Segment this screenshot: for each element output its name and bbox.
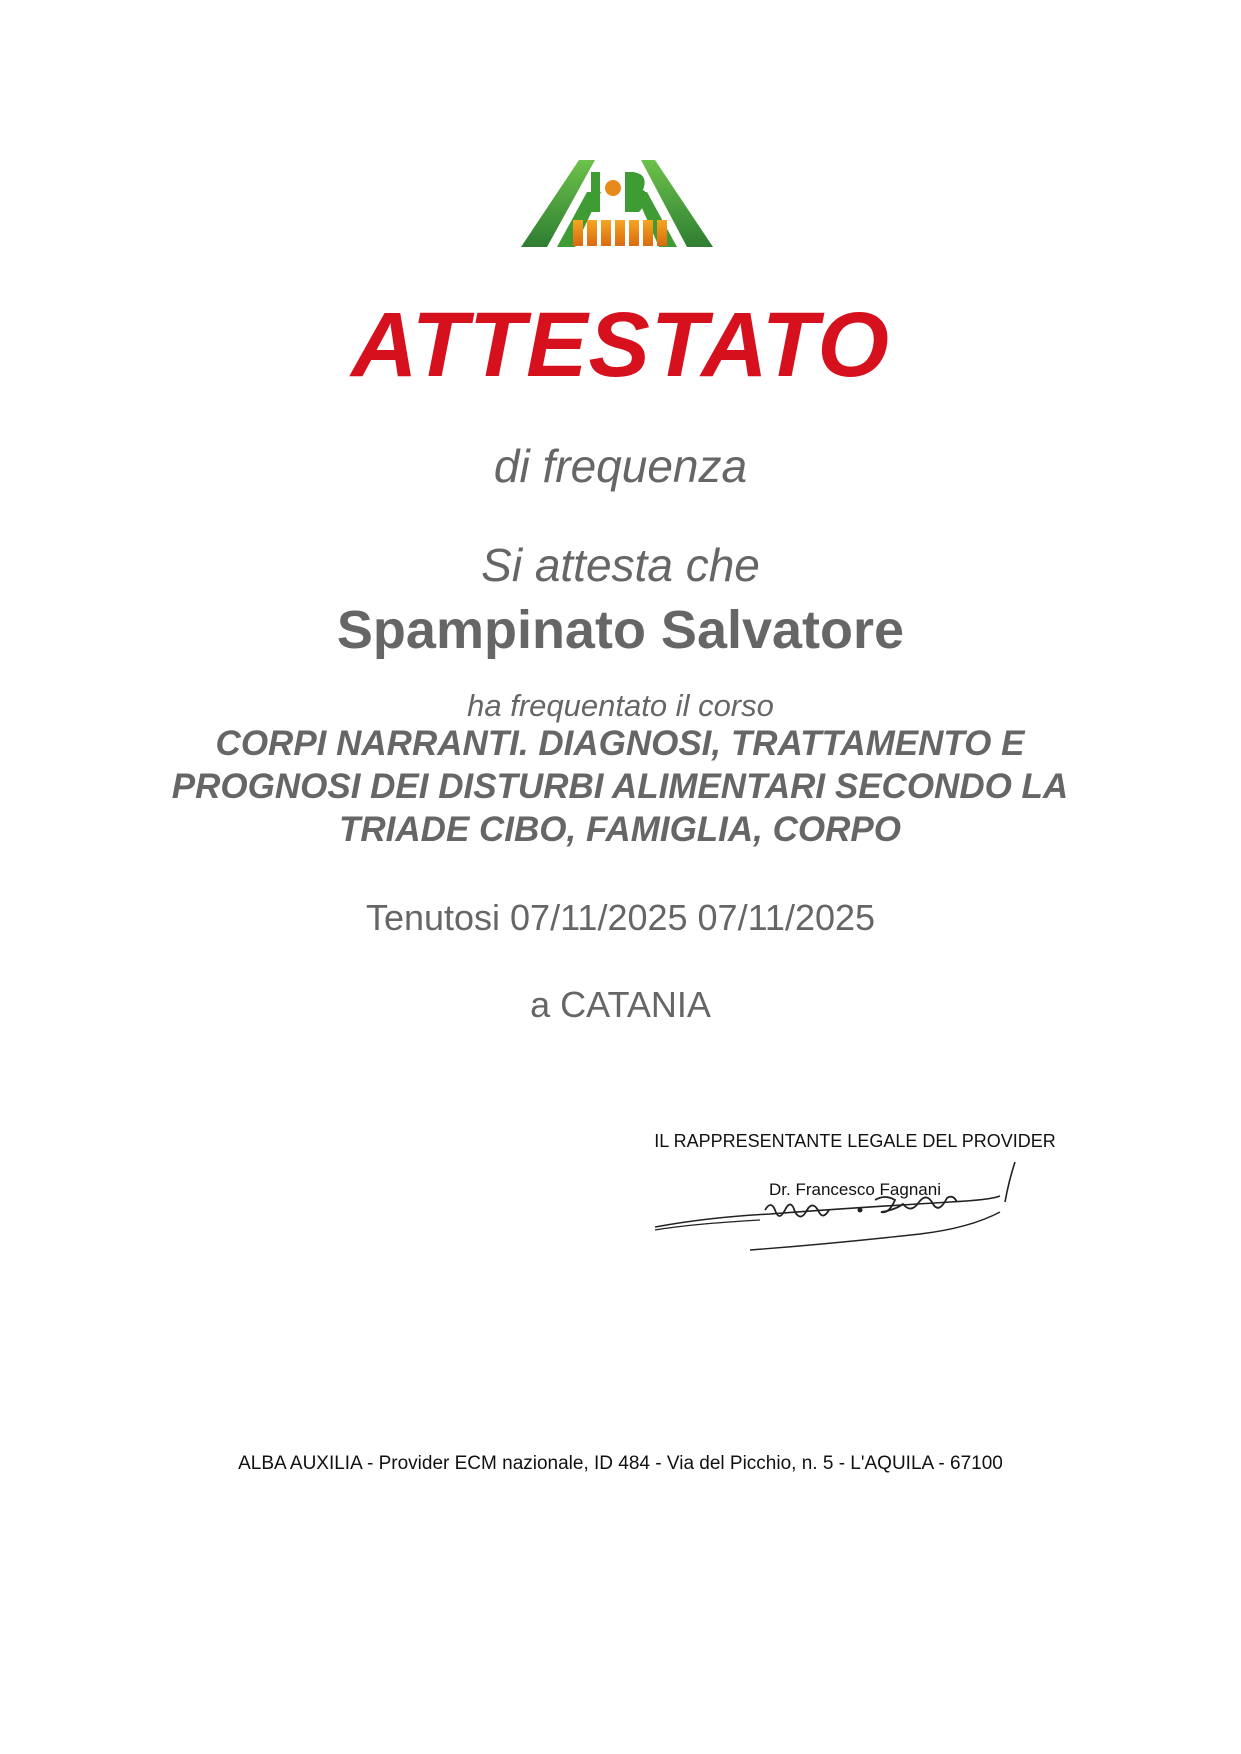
handwritten-signature [650, 1162, 1060, 1272]
course-title: CORPI NARRANTI. DIAGNOSI, TRATTAMENTO E PROGNOSI DEI DISTURBI ALIMENTARI SECONDO LA TRIADE CIBO, FAMIGLIA, CORPO [171, 724, 1069, 849]
certificate-title: ATTESTATO [351, 294, 890, 396]
course-location: a CATANIA [530, 984, 711, 1025]
course-intro: ha frequentato il corso [467, 688, 774, 723]
signer-name: Dr. Francesco Fagnani [769, 1180, 941, 1199]
certificate-subtitle: di frequenza [493, 440, 748, 492]
signer-role: IL RAPPRESENTANTE LEGALE DEL PROVIDER [654, 1131, 1056, 1151]
signature-area [650, 1162, 1060, 1272]
attestation-text: Si attesta che [481, 539, 760, 591]
footer-provider-info: ALBA AUXILIA - Provider ECM nazionale, ID 484 - Via del Picchio, n. 5 - L'AQUILA - 67100 [238, 1453, 1003, 1474]
alba-auxilia-logo [517, 152, 717, 252]
course-dates: Tenutosi 07/11/2025 07/11/2025 [365, 897, 876, 938]
signature-block [620, 1130, 1090, 1290]
participant-name: Spampinato Salvatore [336, 600, 905, 660]
